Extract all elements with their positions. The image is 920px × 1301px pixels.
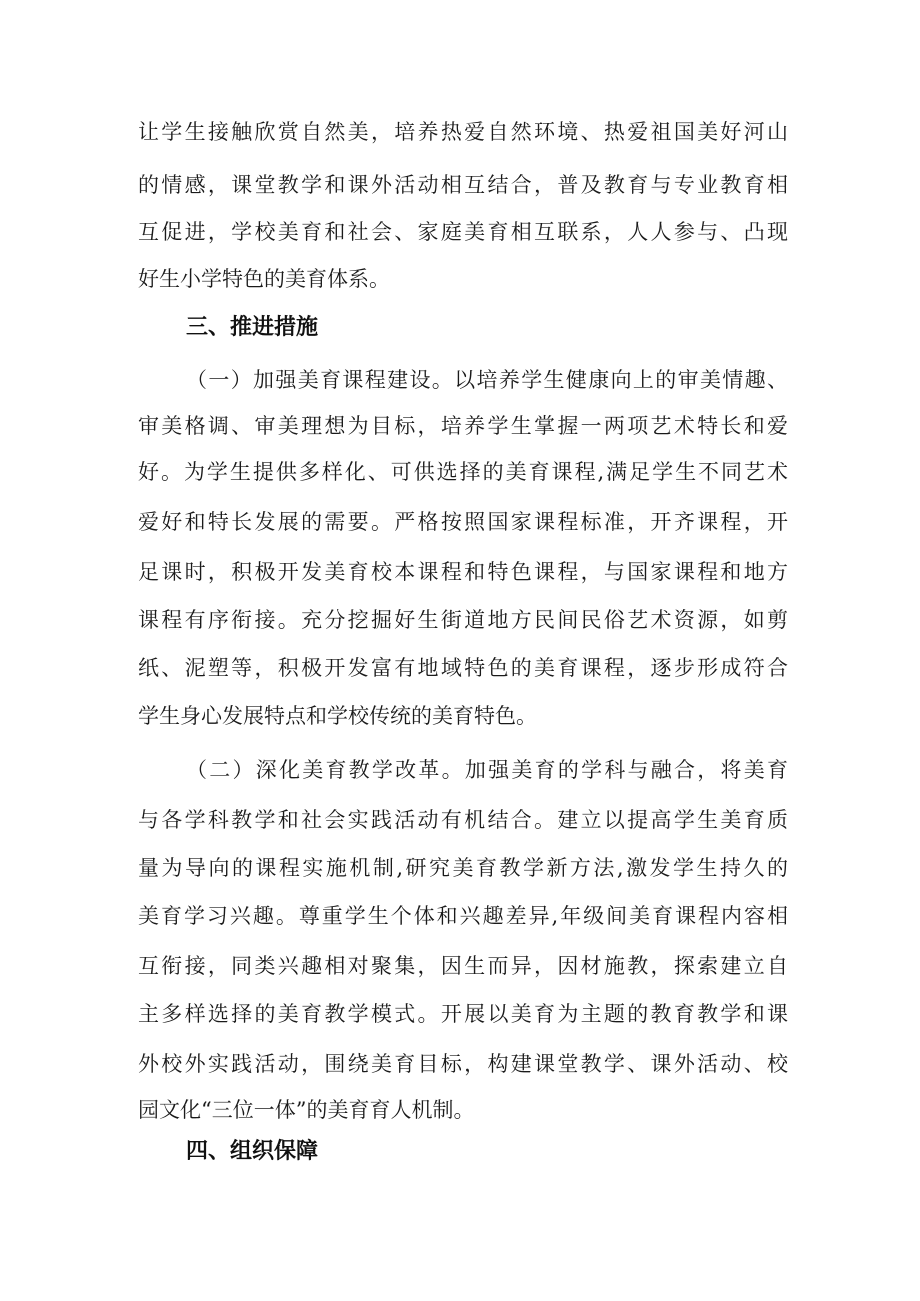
paragraph-1-line-3: 互促进，学校美育和社会、家庭美育相互联系，人人参与、凸现 [138,220,788,244]
paragraph-2-line-3: 好。为学生提供多样化、可供选择的美育课程,满足学生不同艺术 [138,460,788,484]
paragraph-2-line-1: （一）加强美育课程建设。以培养学生健康向上的审美情趣、 [186,368,788,392]
paragraph-3-line-1: （二）深化美育教学改革。加强美育的学科与融合，将美育 [186,758,788,782]
paragraph-1-line-2: 的情感，课堂教学和课外活动相互结合，普及教育与专业教育相 [138,173,788,197]
paragraph-2-line-2: 审美格调、审美理想为目标，培养学生掌握一两项艺术特长和爱 [138,414,788,438]
paragraph-3-line-7: 外校外实践活动，围绕美育目标，构建课堂教学、课外活动、校 [138,1052,788,1076]
paragraph-2-line-6: 课程有序衔接。充分挖掘好生街道地方民间民俗艺术资源，如剪 [138,608,788,632]
paragraph-2-line-8: 学生身心发展特点和学校传统的美育特色。 [138,704,537,728]
paragraph-1-line-1: 让学生接触欣赏自然美，培养热爱自然环境、热爱祖国美好河山 [138,120,788,144]
paragraph-3-line-4: 美育学习兴趣。尊重学生个体和兴趣差异,年级间美育课程内容相 [138,904,788,928]
paragraph-3-line-3: 量为导向的课程实施机制,研究美育教学新方法,激发学生持久的 [138,856,788,880]
paragraph-2-line-7: 纸、泥塑等，积极开发富有地域特色的美育课程，逐步形成符合 [138,656,788,680]
paragraph-3-line-2: 与各学科教学和社会实践活动有机结合。建立以提高学生美育质 [138,808,788,832]
section-heading-3: 三、推进措施 [186,315,319,340]
paragraph-3-line-5: 互衔接，同类兴趣相对聚集，因生而异，因材施教，探索建立自 [138,954,788,978]
paragraph-3-line-6: 主多样选择的美育教学模式。开展以美育为主题的教育教学和课 [138,1002,788,1026]
paragraph-2-line-5: 足课时，积极开发美育校本课程和特色课程，与国家课程和地方 [138,560,788,584]
paragraph-1-line-4: 好生小学特色的美育体系。 [138,267,390,291]
paragraph-3-line-8: 园文化“三位一体”的美育育人机制。 [138,1098,475,1122]
paragraph-2-line-4: 爱好和特长发展的需要。严格按照国家课程标准，开齐课程，开 [138,510,788,534]
section-heading-4: 四、组织保障 [186,1139,319,1164]
